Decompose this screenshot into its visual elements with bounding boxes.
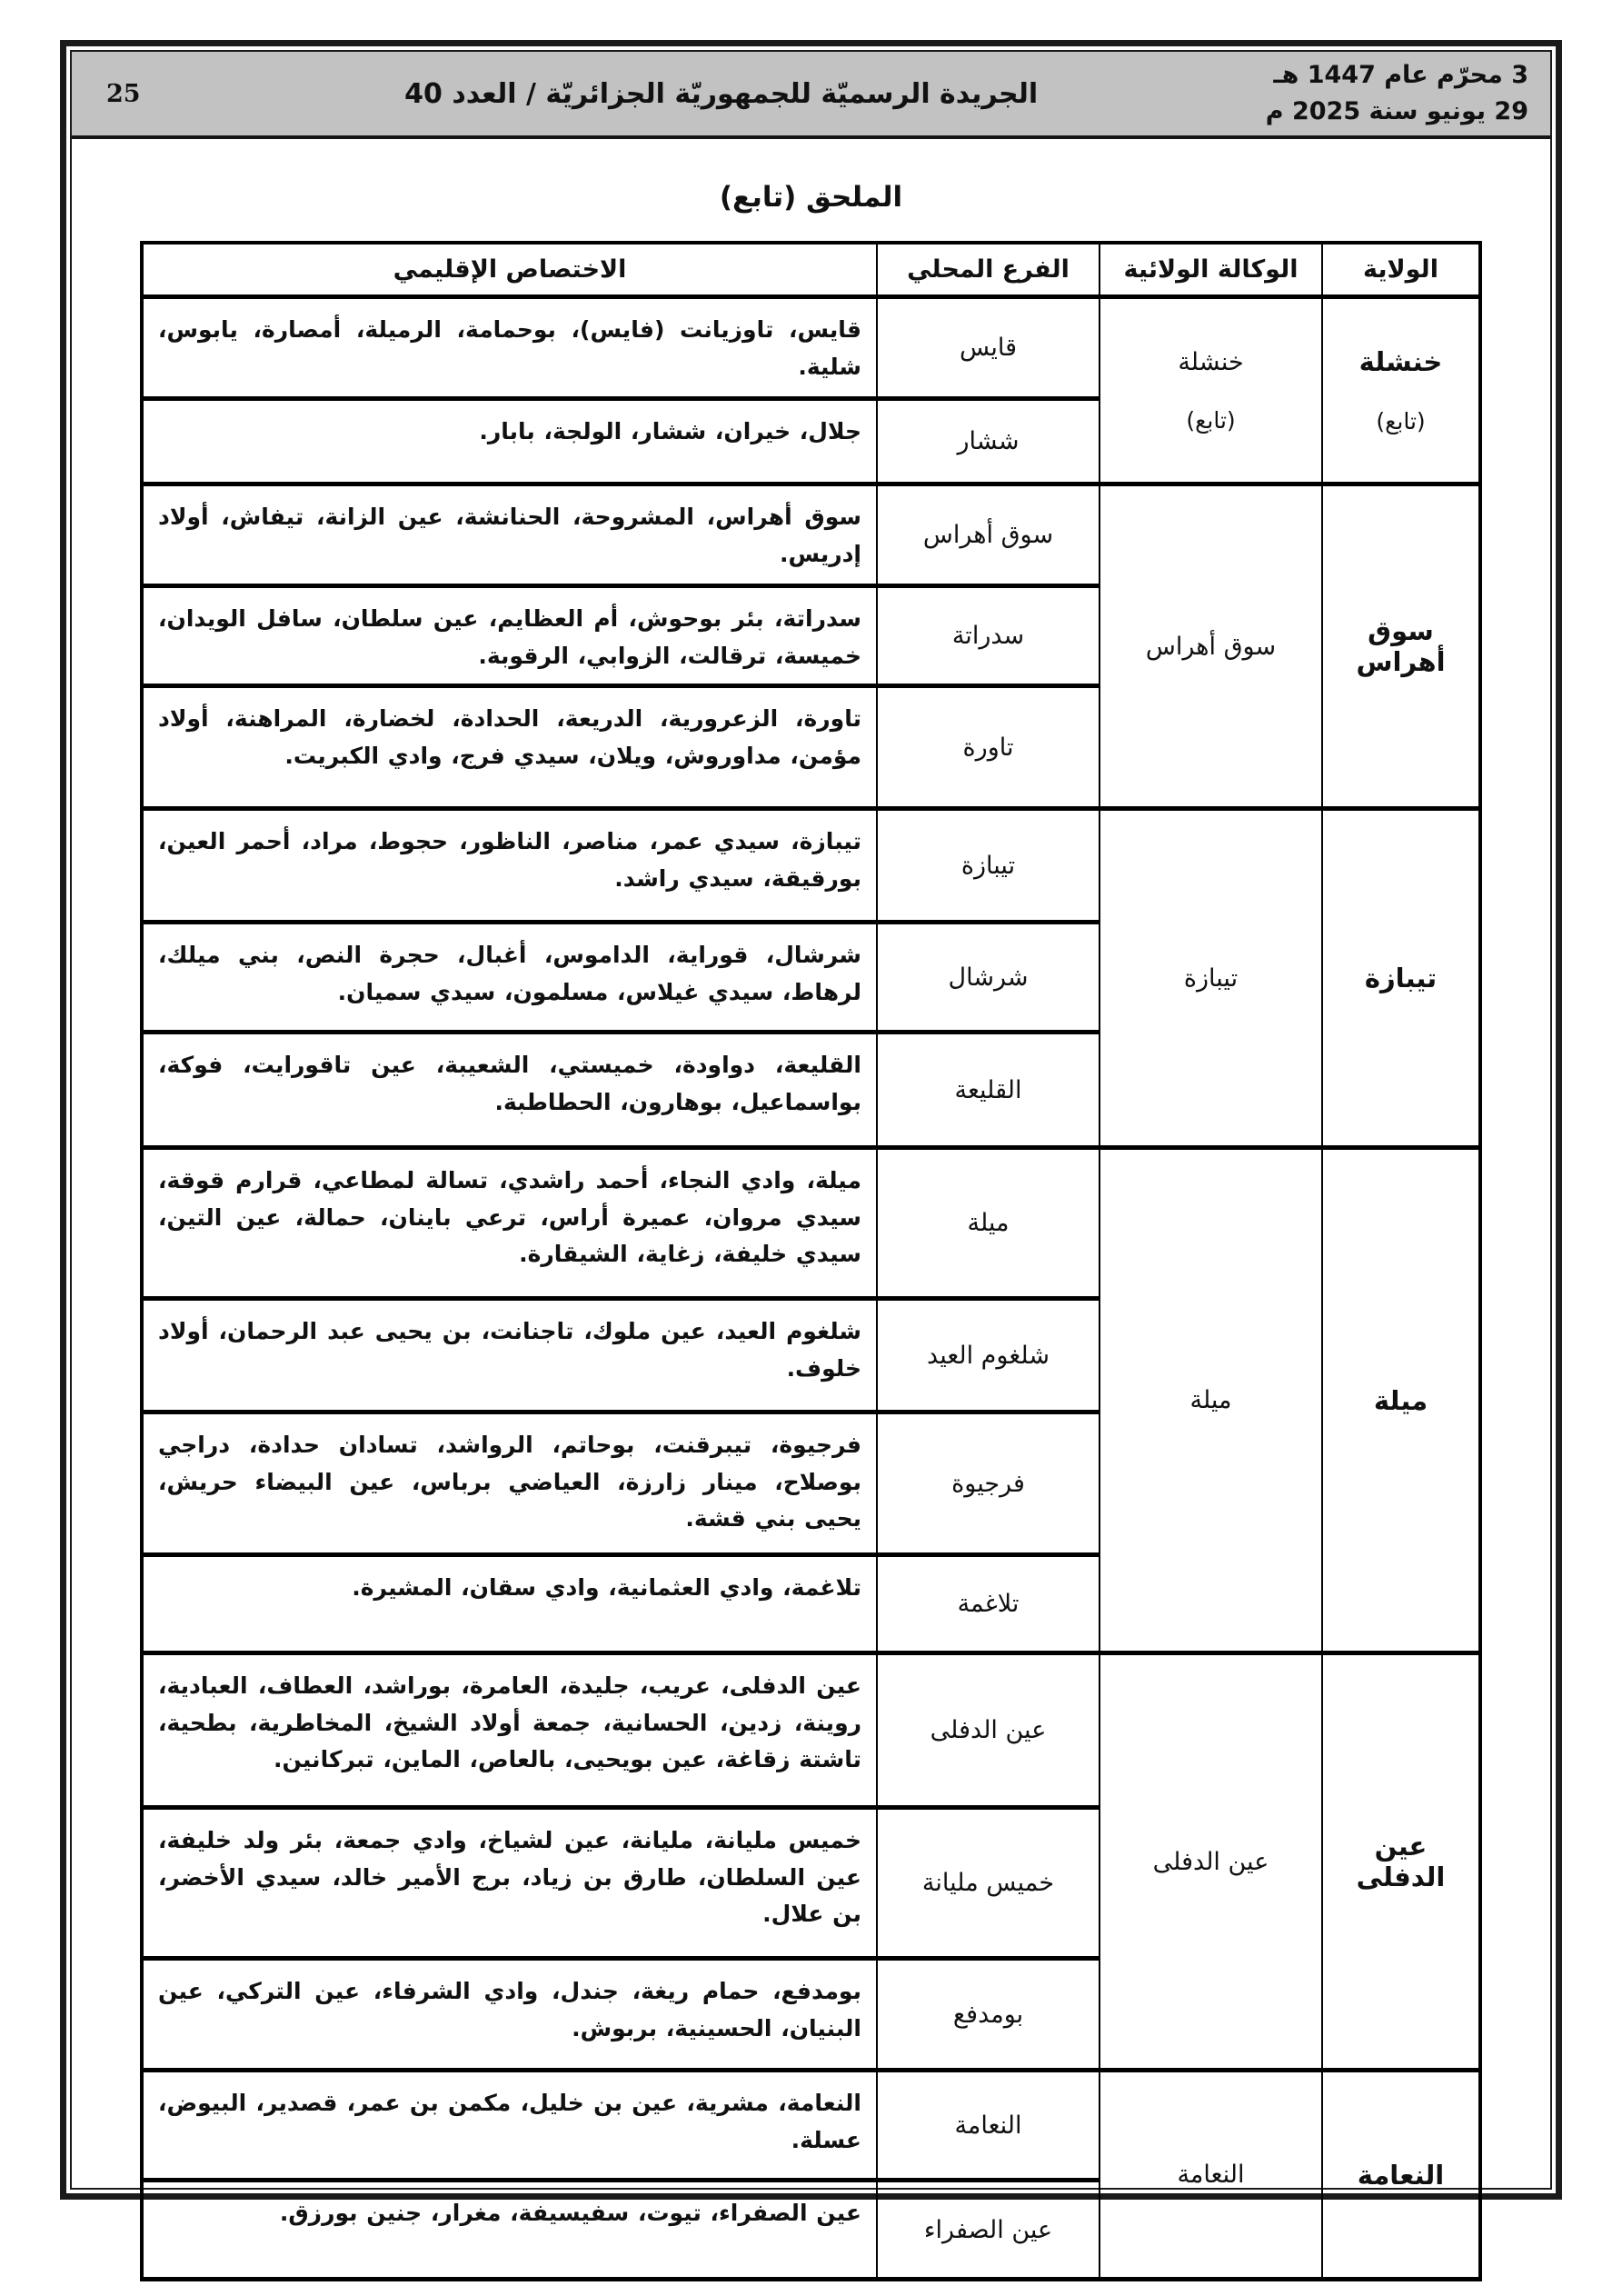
date-gregorian: 29 يونيو سنة 2025 م [1265, 97, 1528, 125]
branch-cell: خميس مليانة [877, 1808, 1100, 1959]
wilaya-cell [1322, 484, 1480, 809]
wilaya-cell [1322, 1653, 1480, 2071]
table-row [142, 1148, 1480, 1299]
wilaya-cell [1322, 1148, 1480, 1653]
col-header-jurisdiction: الاختصاص الإقليمي [142, 243, 877, 297]
wilaya-cell-label: ميلة [1373, 1384, 1428, 1416]
table-header-row [142, 243, 1480, 297]
wilaya-cell-note: (تابع) [1376, 408, 1426, 434]
branch-cell: سوق أهراس [877, 484, 1100, 586]
wilaya-cell-label: خنشلة [1358, 346, 1443, 377]
table-body [142, 297, 1480, 2280]
jurisdiction-cell: تيبازة، سيدي عمر، مناصر، الناظور، حجوط، مراد، أحمر العين، بورقيقة، سيدي راشد. [142, 809, 877, 923]
agency-cell-label: ميلة [1189, 1386, 1232, 1414]
jurisdiction-cell: فرجيوة، تيبرقنت، بوحاتم، الرواشد، تسادان حدادة، دراجي بوصلاح، مينار زارزة، العياضي برباس، عين البيضاء حريش، يحيى بني قشة. [142, 1413, 877, 1555]
agency-cell-label: النعامة [1177, 2161, 1245, 2189]
annex-title-text: الملحق [806, 181, 903, 214]
page-number: 25 [106, 79, 141, 108]
jurisdiction-cell: النعامة، مشرية، عين بن خليل، مكمن بن عمر، قصدير، البيوض، عسلة. [142, 2071, 877, 2181]
col-header-branch: الفرع المحلي [877, 243, 1100, 297]
annex-title-suffix: (تابع) [719, 181, 797, 214]
page-frame [60, 40, 1562, 2244]
branch-cell: عين الدفلى [877, 1653, 1100, 1808]
agency-cell-label: خنشلة [1178, 347, 1244, 376]
masthead-dates [1266, 57, 1528, 131]
jurisdiction-cell: جلال، خيران، ششار، الولجة، بابار. [142, 399, 877, 484]
jurisdiction-cell: قايس، تاوزيانت (فايس)، بوحمامة، الرميلة، أمصارة، يابوس، شلية. [142, 297, 877, 399]
branch-cell: سدراتة [877, 586, 1100, 686]
agency-cell-note: (تابع) [1186, 406, 1236, 434]
agency-cell [1100, 484, 1322, 809]
branch-cell: فرجيوة [877, 1413, 1100, 1555]
agency-cell [1100, 1653, 1322, 2071]
jurisdiction-cell: شلغوم العيد، عين ملوك، تاجنانت، بن يحيى عبد الرحمان، أولاد خلوف. [142, 1299, 877, 1413]
jurisdiction-cell: سوق أهراس، المشروحة، الحنانشة، عين الزانة، تيفاش، أولاد إدريس. [142, 484, 877, 586]
table-row [142, 484, 1480, 586]
table-row [142, 297, 1480, 399]
agency-cell-label: عين الدفلى [1152, 1847, 1269, 1876]
wilaya-cell [1322, 809, 1480, 1148]
branch-cell: شلغوم العيد [877, 1299, 1100, 1413]
table-row [142, 1653, 1480, 1808]
branch-cell: شرشال [877, 923, 1100, 1033]
jurisdiction-cell: تلاغمة، وادي العثمانية، وادي سقان، المشيرة. [142, 1555, 877, 1653]
branch-cell: تلاغمة [877, 1555, 1100, 1653]
branch-cell: تيبازة [877, 809, 1100, 923]
branch-cell: قايس [877, 297, 1100, 399]
jurisdiction-cell: شرشال، قوراية، الداموس، أغبال، حجرة النص، بني ميلك، لرهاط، سيدي غيلاس، مسلمون، سيدي سميان. [142, 923, 877, 1033]
jurisdiction-cell: ميلة، وادي النجاء، أحمد راشدي، تسالة لمطاعي، قرارم قوقة، سيدي مروان، عميرة أراس، ترعي باينان، حمالة، عين التين، سيدي خليفة، زغاية، الشيقارة. [142, 1148, 877, 1299]
jurisdiction-cell: خميس مليانة، مليانة، عين لشياخ، وادي جمعة، بئر ولد خليفة، عين السلطان، طارق بن زياد، برج الأمير خالد، سيدي الأخضر، بن علال. [142, 1808, 877, 1959]
wilaya-cell-label: تيبازة [1364, 963, 1438, 993]
page-frame-inner [70, 50, 1552, 2244]
wilaya-cell-label: النعامة [1357, 2159, 1445, 2191]
jurisdiction-cell: سدراتة، بئر بوحوش، أم العظايم، عين سلطان، سافل الويدان، خميسة، ترقالت، الزوابي، الرقوبة. [142, 586, 877, 686]
branch-cell: تاورة [877, 686, 1100, 809]
col-header-agency: الوكالة الولائية [1100, 243, 1322, 297]
jurisdiction-table [140, 241, 1482, 2281]
jurisdiction-cell: القليعة، دواودة، خميستي، الشعيبة، عين تاقورايت، فوكة، بواسماعيل، بوهارون، الحطاطبة. [142, 1033, 877, 1148]
agency-cell [1100, 2071, 1322, 2280]
wilaya-cell-label: عين الدفلى [1356, 1831, 1446, 1892]
wilaya-cell-label: سوق أهراس [1356, 615, 1446, 677]
masthead-bar [72, 52, 1550, 139]
branch-cell: ميلة [877, 1148, 1100, 1299]
branch-cell: القليعة [877, 1033, 1100, 1148]
wilaya-cell [1322, 297, 1480, 484]
table-row [142, 2071, 1480, 2181]
annex-title [72, 181, 1550, 214]
agency-cell [1100, 809, 1322, 1148]
branch-cell: ششار [877, 399, 1100, 484]
branch-cell: بومدفع [877, 1959, 1100, 2071]
branch-cell: النعامة [877, 2071, 1100, 2181]
agency-cell-label: سوق أهراس [1145, 632, 1277, 661]
wilaya-cell [1322, 2071, 1480, 2280]
jurisdiction-cell: عين الصفراء، تيوت، سفيسيفة، مغرار، جنين بورزق. [142, 2181, 877, 2280]
date-hijri: 3 محرّم عام 1447 هـ [1273, 60, 1528, 89]
agency-cell-label: تيبازة [1183, 963, 1239, 993]
journal-title: الجريدة الرسميّة للجمهوريّة الجزائريّة / العدد 40 [404, 77, 1039, 110]
col-header-wilaya: الولاية [1322, 243, 1480, 297]
agency-cell [1100, 1148, 1322, 1653]
jurisdiction-cell: بومدفع، حمام ريغة، جندل، وادي الشرفاء، عين التركي، عين البنيان، الحسينية، بربوش. [142, 1959, 877, 2071]
agency-cell [1100, 297, 1322, 484]
jurisdiction-cell: تاورة، الزعرورية، الدريعة، الحدادة، لخضارة، المراهنة، أولاد مؤمن، مداوروش، ويلان، سيدي فرج، وادي الكبريت. [142, 686, 877, 809]
table-row [142, 809, 1480, 923]
branch-cell: عين الصفراء [877, 2181, 1100, 2280]
jurisdiction-cell: عين الدفلى، عريب، جليدة، العامرة، بوراشد، العطاف، العبادية، روينة، زدين، الحسانية، جمعة أولاد الشيخ، المخاطرية، بطحية، تاشتة زقاغة، عين بويحيى، بالعاص، الماين، تبركانين. [142, 1653, 877, 1808]
